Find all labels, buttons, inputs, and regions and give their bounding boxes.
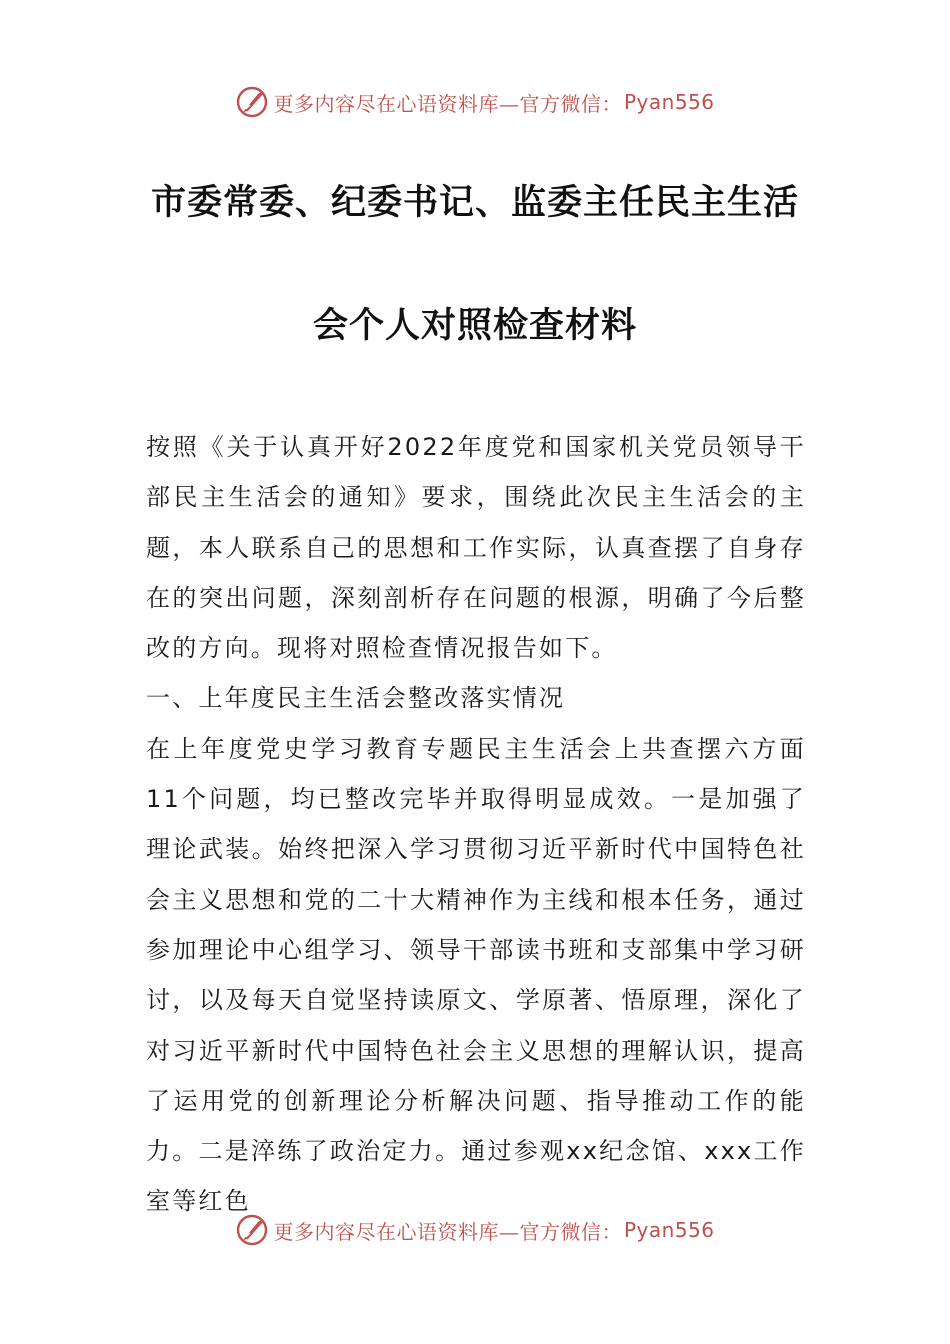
document-title-line-2: 会个人对照检查材料 xyxy=(312,305,637,346)
document-title-line-1: 市委常委、纪委书记、监委主任民主生活 xyxy=(150,182,799,223)
watermark-wechat-id: Pyan556 xyxy=(623,90,715,114)
document-body xyxy=(146,422,806,1227)
quill-seal-icon xyxy=(235,85,269,119)
intro-paragraph: 按照《关于认真开好2022年度党和国家机关党员领导干部民主生活会的通知》要求，围绕此次民主生活会的主题，本人联系自己的思想和工作实际，认真查摆了自身存在的突出问题，深刻剖析存在问题的根源，明确了今后整改的方向。现将对照检查情况报告如下。 xyxy=(146,433,806,663)
watermark-header xyxy=(0,82,950,122)
watermark-text: 更多内容尽在心语资料库—官方微信： xyxy=(273,91,622,116)
quill-seal-icon xyxy=(235,1213,269,1247)
section-1-paragraph: 在上年度党史学习教育专题民主生活会上共查摆六方面11个问题，均已整改完毕并取得明显成效。一是加强了理论武装。始终把深入学习贯彻习近平新时代中国特色社会主义思想和党的二十大精神作为主线和根本任务，通过参加理论中心组学习、领导干部读书班和支部集中学习研讨，以及每天自觉坚持读原文、学原著、悟原理，深化了对习近平新时代中国特色社会主义思想的理解认识，提高了运用党的创新理论分析解决问题、指导推动工作的能力。二是淬练了政治定力。通过参观xx纪念馆、xxx工作室等红色 xyxy=(146,734,806,1216)
watermark-text: 更多内容尽在心语资料库—官方微信： xyxy=(273,1219,622,1244)
section-heading-1: 一、上年度民主生活会整改落实情况 xyxy=(146,684,566,713)
watermark-footer xyxy=(0,1210,950,1250)
watermark-wechat-id: Pyan556 xyxy=(623,1218,715,1242)
